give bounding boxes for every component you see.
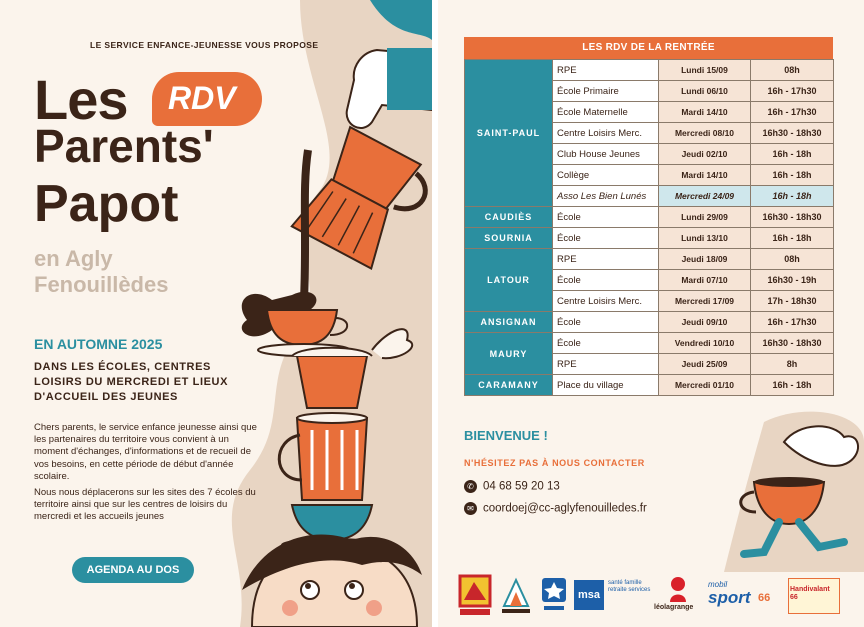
table-title: LES RDV DE LA RENTRÉE [464,37,833,59]
places-text: DANS LES ÉCOLES, CENTRES LOISIRS DU MERCREDI ET LIEUX D'ACCUEIL DES JEUNES [34,361,229,403]
date-cell: Mercredi 24/09 [659,186,751,207]
town-cell: SOURNIA [465,228,553,249]
subtitle-line1: en Agly [34,246,113,271]
date-cell: Jeudi 02/10 [659,144,751,165]
date-cell: Jeudi 09/10 [659,312,751,333]
phone-icon: ✆ [464,480,477,493]
intro-paragraph-1: Chers parents, le service enfance jeunesse ainsi que les partenaires du territoire vous convient à un moment d'échanges, d'informations et de recueil de vos besoins, en cette période de début d'année scolaire. [34,422,257,482]
place-cell: Centre Loisirs Merc. [553,123,659,144]
town-cell: LATOUR [465,249,553,312]
place-cell: École [553,312,659,333]
place-cell: École [553,270,659,291]
table-row [465,228,834,249]
date-cell: Mardi 14/10 [659,102,751,123]
hour-cell: 16h - 17h30 [751,102,834,123]
email-line [464,502,647,515]
schedule-table [464,59,834,396]
hour-cell: 16h30 - 18h30 [751,333,834,354]
date-cell: Lundi 29/09 [659,207,751,228]
place-cell: Centre Loisirs Merc. [553,291,659,312]
date-cell: Mardi 07/10 [659,270,751,291]
date-cell: Jeudi 18/09 [659,249,751,270]
title-rdv: RDV [168,80,236,116]
date-cell: Vendredi 10/10 [659,333,751,354]
town-cell: ANSIGNAN [465,312,553,333]
place-cell: Place du village [553,375,659,396]
title-papot: Papot [34,175,179,233]
place-cell: Collège [553,165,659,186]
hour-cell: 16h - 18h [751,165,834,186]
date-cell: Lundi 13/10 [659,228,751,249]
place-cell: Asso Les Bien Lunés [553,186,659,207]
table-row [465,333,834,354]
hour-cell: 17h - 18h30 [751,291,834,312]
msa-mark: msa [574,580,604,610]
place-cell: École Maternelle [553,102,659,123]
place-cell: Club House Jeunes [553,144,659,165]
handivalant-logo [788,574,840,618]
agly-fenouilledes-logo [498,574,534,618]
place-cell: RPE [553,60,659,81]
phone-line [464,480,560,493]
back-panel [438,0,864,627]
date-cell: Lundi 06/10 [659,81,751,102]
hour-cell: 08h [751,249,834,270]
intro-paragraph-2: Nous nous déplacerons sur les sites des 7 écoles du territoire ainsi que sur les centres de loisirs du mercredi et les accueils jeunes [34,487,256,523]
hour-cell: 16h30 - 18h30 [751,207,834,228]
hour-cell: 16h - 18h [751,186,834,207]
date-cell: Mercredi 17/09 [659,291,751,312]
title-parents: Parents' [34,120,214,172]
hour-cell: 16h - 18h [751,228,834,249]
hour-cell: 08h [751,60,834,81]
mail-icon: ✉ [464,502,477,515]
place-cell: École [553,333,659,354]
table-row [465,249,834,270]
place-cell: École Primaire [553,81,659,102]
hour-cell: 16h30 - 18h30 [751,123,834,144]
schedule-table-block [464,37,833,396]
table-row [465,312,834,333]
place-cell: École [553,207,659,228]
contact-label: N'HÉSITEZ PAS À NOUS CONTACTER [464,458,645,468]
table-row [465,207,834,228]
leo-lagrange-logo [654,574,702,618]
email-address[interactable]: coordoej@cc-aglyfenouilledes.fr [483,502,647,515]
table-row [465,375,834,396]
town-cell: SAINT-PAUL [465,60,553,207]
msa-logo [574,574,650,618]
leo-lagrange-mark [654,574,702,604]
hour-cell: 16h - 18h [751,375,834,396]
town-cell: CARAMANY [465,375,553,396]
leo-lagrange-text: léolagrange [654,604,694,611]
place-cell: RPE [553,354,659,375]
date-cell: Mardi 14/10 [659,165,751,186]
mobil-sport-logo [708,574,782,618]
handivalant-text: Handivalant 66 [790,586,830,601]
place-cell: École [553,228,659,249]
hour-cell: 8h [751,354,834,375]
sport-66-text: 66 [758,592,771,604]
date-cell: Jeudi 25/09 [659,354,751,375]
agenda-button[interactable]: AGENDA AU DOS [72,557,194,583]
running-cup-illustration [724,402,864,572]
town-cell: CAUDIÈS [465,207,553,228]
hour-cell: 16h30 - 19h [751,270,834,291]
phone-number[interactable]: 04 68 59 20 13 [483,480,560,493]
hour-cell: 16h - 17h30 [751,81,834,102]
place-cell: RPE [553,249,659,270]
table-row [465,60,834,81]
intro-text [34,422,262,528]
region-logo [458,574,492,618]
town-cell: MAURY [465,333,553,375]
hour-cell: 16h - 17h30 [751,312,834,333]
subtitle-line2: Fenouillèdes [34,272,169,297]
title-les: Les [34,68,128,131]
date-cell: Lundi 15/09 [659,60,751,81]
tagline: LE SERVICE ENFANCE-JEUNESSE VOUS PROPOSE [90,40,319,50]
msa-tagline: santé famille retraite services [608,580,651,593]
sport-text: sport [708,588,751,607]
season-heading: EN AUTOMNE 2025 [34,336,163,352]
hour-cell: 16h - 18h [751,144,834,165]
date-cell: Mercredi 08/10 [659,123,751,144]
partner-logos [458,574,858,618]
mobil-text: mobil [708,580,728,589]
date-cell: Mercredi 01/10 [659,375,751,396]
welcome-heading: BIENVENUE ! [464,428,548,443]
caf-logo [540,574,568,618]
